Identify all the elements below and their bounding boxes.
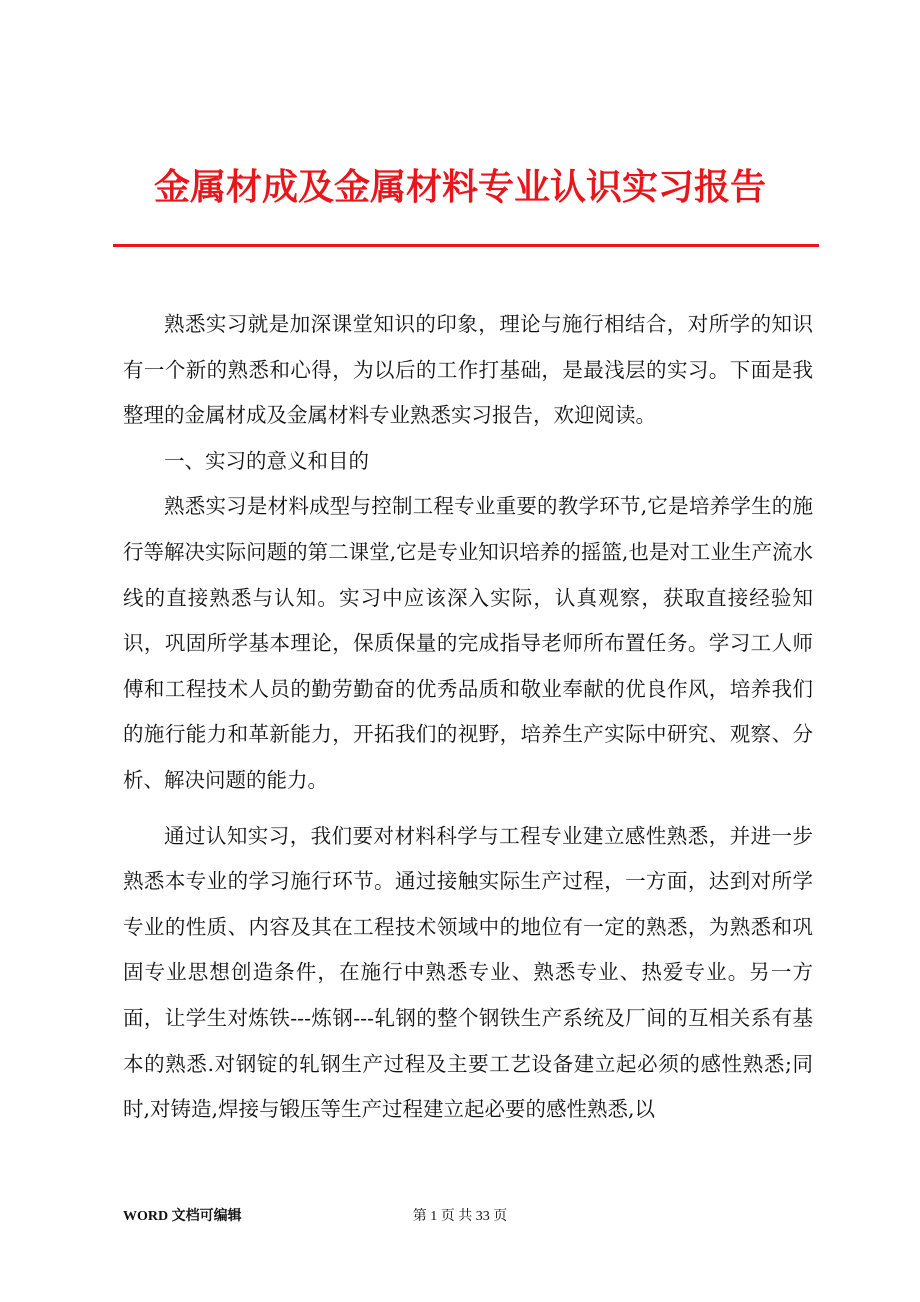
footer-page-number: 第 1 页 共 33 页 bbox=[412, 1209, 508, 1224]
paragraph-cognition: 通过认知实习，我们要对材料科学与工程专业建立感性熟悉，并进一步熟悉本专业的学习施行环节。通过接触实际生产过程，一方面，达到对所学专业的性质、内容及其在工程技术领域中的地位有一定的熟悉，为熟悉和巩固专业思想创造条件，在施行中熟悉专业、熟悉专业、热爱专业。另一方面，让学生对炼铁---炼钢---轧钢的整个钢铁生产系统及厂间的互相关系有基本的熟悉.对钢锭的轧钢生产过程及主要工艺设备建立起必须的感性熟悉;同时,对铸造,焊接与锻压等生产过程建立起必要的感性熟悉,以 bbox=[123, 823, 813, 1122]
section-heading-1: 一、实习的意义和目的 bbox=[164, 448, 369, 473]
title-underline bbox=[113, 244, 819, 247]
footer-editable-label: WORD 文档可编辑 bbox=[123, 1209, 242, 1224]
document-title: 金属材成及金属材料专业认识实习报告 bbox=[153, 166, 766, 208]
paragraph-intro: 熟悉实习就是加深课堂知识的印象，理论与施行相结合，对所学的知识有一个新的熟悉和心得，为以后的工作打基础，是最浅层的实习。下面是我整理的金属材成及金属材料专业熟悉实习报告，欢迎阅读。 bbox=[123, 312, 813, 428]
paragraph-purpose: 熟悉实习是材料成型与控制工程专业重要的教学环节,它是培养学生的施行等解决实际问题的第二课堂,它是专业知识培养的摇篮,也是对工业生产流水线的直接熟悉与认知。实习中应该深入实际，认真观察，获取直接经验知识，巩固所学基本理论，保质保量的完成指导老师所布置任务。学习工人师傅和工程技术人员的勤劳勤奋的优秀品质和敬业奉献的优良作风，培养我们的施行能力和革新能力，开拓我们的视野，培养生产实际中研究、观察、分析、解决问题的能力。 bbox=[123, 494, 813, 792]
document-body bbox=[123, 302, 813, 1133]
